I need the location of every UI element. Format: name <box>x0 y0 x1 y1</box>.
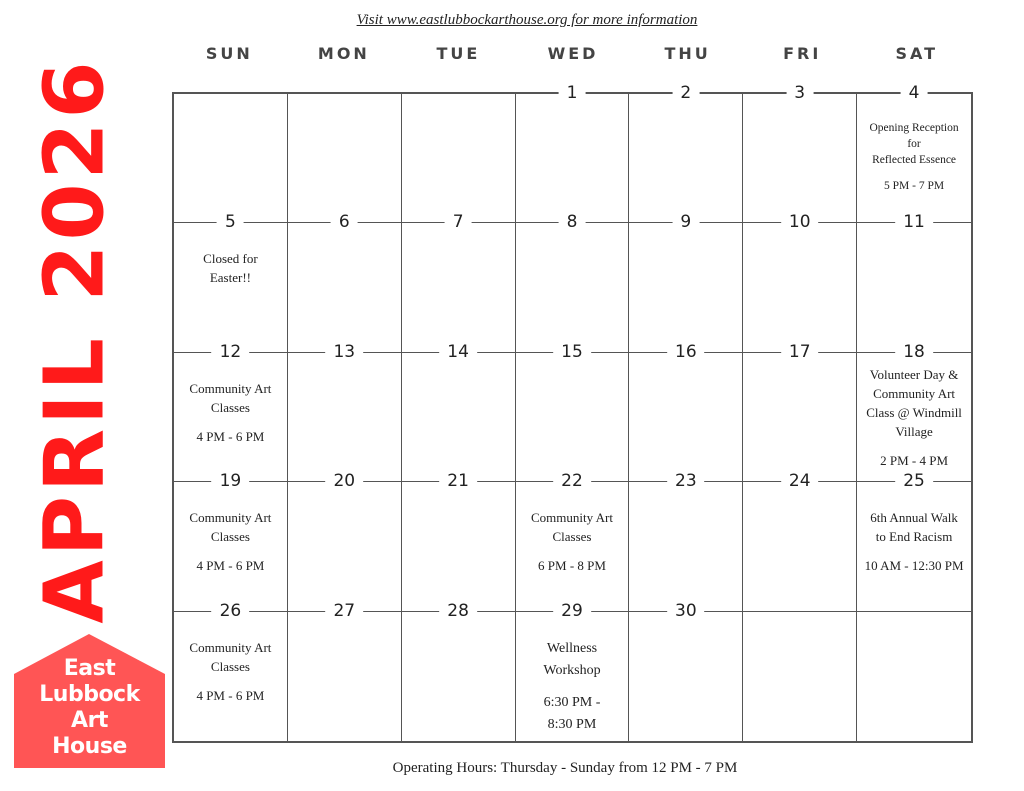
day-number: 2 <box>672 82 699 104</box>
calendar-day-12 <box>174 341 288 482</box>
event-line: Village <box>895 423 933 439</box>
calendar-empty-cell <box>288 94 402 223</box>
event-spacer <box>178 417 283 427</box>
event-line: 5 PM - 7 PM <box>884 180 945 192</box>
calendar-day-26 <box>174 600 288 741</box>
calendar-day-13 <box>288 341 402 482</box>
event-line: Class @ Windmill <box>866 404 962 420</box>
event-details <box>861 365 967 470</box>
calendar-day-4 <box>857 83 971 223</box>
calendar-day-9 <box>629 212 743 352</box>
day-number: 28 <box>439 600 477 622</box>
event-line: 4 PM - 6 PM <box>196 558 265 574</box>
day-number: 25 <box>895 470 933 492</box>
calendar-day-1 <box>516 83 630 223</box>
calendar-empty-cell <box>174 94 288 223</box>
east-lubbock-art-house-logo <box>14 634 165 768</box>
weekday-thu: THU <box>664 44 711 63</box>
calendar-day-3 <box>743 83 857 223</box>
calendar-day-23 <box>629 471 743 611</box>
weekday-wed: WED <box>547 44 599 63</box>
calendar-day-27 <box>288 600 402 741</box>
weekday-header <box>172 44 974 63</box>
weekday-tue: TUE <box>436 44 481 63</box>
calendar-day-19 <box>174 471 288 611</box>
event-line: Community Art <box>189 380 272 396</box>
weekday-sun: SUN <box>205 44 253 63</box>
event-details <box>520 638 625 736</box>
event-line: Opening Reception <box>869 122 959 134</box>
day-number: 10 <box>781 211 819 233</box>
event-line: Closed for <box>203 251 258 267</box>
day-number: 12 <box>212 341 250 363</box>
event-spacer <box>520 546 625 556</box>
day-number: 4 <box>901 82 928 104</box>
day-number: 9 <box>672 211 699 233</box>
calendar-empty-cell <box>402 94 516 223</box>
day-number: 17 <box>781 341 819 363</box>
event-spacer <box>178 676 283 686</box>
event-line: Classes <box>552 529 592 545</box>
calendar-day-17 <box>743 341 857 482</box>
calendar-day-2 <box>629 83 743 223</box>
calendar-day-30 <box>629 600 743 741</box>
calendar-empty-cell <box>857 612 971 741</box>
calendar-day-15 <box>516 341 630 482</box>
calendar-day-29 <box>516 600 630 741</box>
event-line: Classes <box>210 658 250 674</box>
day-number: 13 <box>325 341 363 363</box>
calendar-empty-cell <box>743 612 857 741</box>
event-spacer <box>861 546 967 556</box>
month-title <box>25 56 125 624</box>
event-spacer <box>178 546 283 556</box>
day-number: 1 <box>559 82 586 104</box>
event-line: for <box>907 138 921 150</box>
event-details <box>861 508 967 575</box>
event-line: 6th Annual Walk <box>870 510 958 526</box>
day-number: 15 <box>553 341 591 363</box>
event-line: Community Art <box>531 510 613 526</box>
weekday-sat: SAT <box>895 44 939 63</box>
weekday-mon: MON <box>317 44 370 63</box>
event-line: 6 PM - 8 PM <box>538 558 606 574</box>
day-number: 7 <box>445 211 472 233</box>
logo-text <box>14 656 165 760</box>
event-line: Community Art <box>189 510 272 526</box>
event-line: Easter!! <box>209 270 251 286</box>
day-number: 14 <box>439 341 477 363</box>
day-number: 16 <box>667 341 705 363</box>
event-details <box>178 379 283 446</box>
calendar-day-7 <box>402 212 516 352</box>
day-number: 3 <box>786 82 813 104</box>
day-number: 8 <box>559 211 586 233</box>
event-details <box>178 638 283 705</box>
logo-line: House <box>52 734 127 759</box>
calendar-day-24 <box>743 471 857 611</box>
event-line: 2 PM - 4 PM <box>880 452 949 468</box>
event-spacer <box>520 682 625 692</box>
event-line: 4 PM - 6 PM <box>196 428 265 444</box>
calendar-day-20 <box>288 471 402 611</box>
event-line: Wellness <box>546 640 598 656</box>
event-line: Community Art <box>189 639 272 655</box>
day-number: 30 <box>667 600 705 622</box>
event-line: 10 AM - 12:30 PM <box>864 558 964 574</box>
event-details <box>178 249 283 287</box>
logo-line: Lubbock <box>39 682 140 707</box>
day-number: 20 <box>325 470 363 492</box>
calendar-day-28 <box>402 600 516 741</box>
website-link[interactable]: Visit www.eastlubbockarthouse.org for more information <box>356 12 698 28</box>
event-line: Workshop <box>543 662 601 678</box>
day-number: 18 <box>895 341 933 363</box>
calendar-day-11 <box>857 212 971 352</box>
calendar-day-16 <box>629 341 743 482</box>
calendar-day-25 <box>857 471 971 611</box>
calendar-grid <box>172 83 973 743</box>
event-line: Community Art <box>873 385 956 401</box>
day-number: 11 <box>895 211 933 233</box>
event-line: Volunteer Day & <box>869 366 959 382</box>
event-details <box>178 508 283 575</box>
calendar-day-18 <box>857 341 971 482</box>
day-number: 26 <box>212 600 250 622</box>
calendar-day-22 <box>516 471 630 611</box>
calendar-day-8 <box>516 212 630 352</box>
event-line: to End Racism <box>875 529 953 545</box>
event-line: Classes <box>210 399 250 415</box>
event-details <box>861 120 967 194</box>
event-spacer <box>861 168 967 178</box>
day-number: 24 <box>781 470 819 492</box>
calendar-day-10 <box>743 212 857 352</box>
event-details <box>520 508 625 575</box>
event-line: 8:30 PM <box>547 716 597 732</box>
day-number: 21 <box>439 470 477 492</box>
event-line: 4 PM - 6 PM <box>196 687 265 703</box>
day-number: 6 <box>331 211 358 233</box>
month-title-text: APRIL 2026 <box>27 56 123 624</box>
weekday-fri: FRI <box>783 44 822 63</box>
logo-line: East <box>63 656 116 681</box>
day-number: 27 <box>325 600 363 622</box>
logo-line: Art <box>71 708 108 733</box>
day-number: 29 <box>553 600 591 622</box>
day-number: 23 <box>667 470 705 492</box>
day-number: 22 <box>553 470 591 492</box>
day-number: 19 <box>212 470 250 492</box>
day-number: 5 <box>217 211 244 233</box>
event-line: Reflected Essence <box>872 154 957 166</box>
calendar-day-21 <box>402 471 516 611</box>
calendar-day-14 <box>402 341 516 482</box>
event-line: Classes <box>210 529 250 545</box>
calendar-day-5 <box>174 212 288 352</box>
event-spacer <box>861 441 967 451</box>
event-line: 6:30 PM - <box>543 694 601 710</box>
calendar-day-6 <box>288 212 402 352</box>
operating-hours: Operating Hours: Thursday - Sunday from 12 PM - 7 PM <box>392 760 738 776</box>
